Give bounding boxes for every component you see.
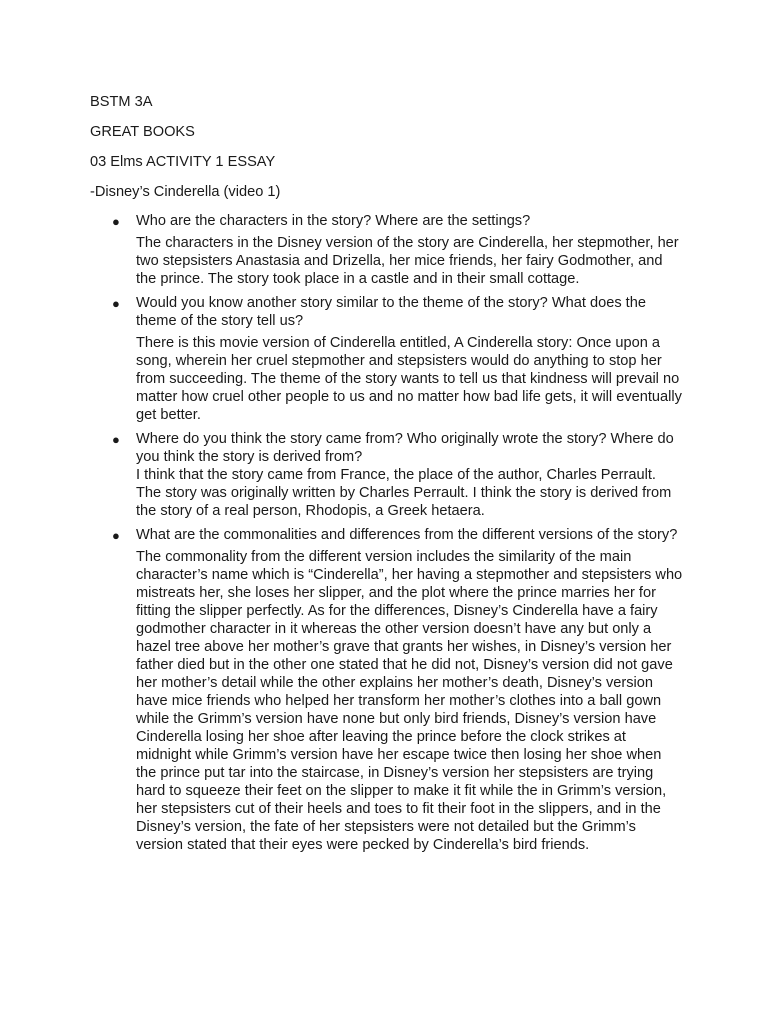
bullet-icon: ● bbox=[112, 432, 120, 447]
question-text: Where do you think the story came from? Who originally wrote the story? Where do you think the story is derived from? bbox=[136, 431, 674, 465]
answer-text: The characters in the Disney version of the story are Cinderella, her stepmother, her two stepsisters Anastasia and Drizella, her mice friends, her fairy Godmother, and the prince. The story took place in a castle and in their small cottage. bbox=[136, 235, 679, 287]
answer-text: There is this movie version of Cinderella entitled, A Cinderella story: Once upon a song, wherein her cruel stepmother and stepsisters would do anything to stop her from succeeding. The theme of the story wants to tell us that kindness will prevail no matter how cruel other people to us and no matter how bad life gets, it will eventually get better. bbox=[136, 335, 682, 423]
list-item bbox=[90, 212, 690, 288]
question-text: Would you know another story similar to the theme of the story? What does the theme of the story tell us? bbox=[136, 295, 646, 329]
answer-text: The commonality from the different version includes the similarity of the main character’s name which is “Cinderella”, her having a stepmother and stepsisters who mistreats her, she loses her slipper, and the plot where the prince marries her for fitting the slipper perfectly. As for the differences, Disney’s Cinderella have a fairy godmother character in it whereas the other version doesn’t have any but only a hazel tree above her mother’s grave that grants her wishes, in Disney’s version her father died but in the other one stated that he did not, Disney’s version did not gave her mother’s detail while the other explains her mother’s death, Disney’s version have mice friends who helped her transform her mother’s clothes into a ball gown while the Grimm’s version have none but only bird friends, Disney’s version have Cinderella losing her shoe after leaving the prince before the clock strikes at midnight while Grimm’s version have her escape twice then losing her shoe when the prince put tar into the staircase, in Disney’s version her stepsisters are trying hard to squeeze their feet on the slipper to make it fit while the in Grimm’s version, her stepsisters cut of their heels and toes to fit their foot in the slippers, and in the Disney’s version, the fate of her stepsisters were not detailed but the Grimm’s version stated that their eyes were pecked by Cinderella’s bird friends. bbox=[136, 549, 683, 853]
list-item bbox=[90, 294, 690, 424]
question-list bbox=[90, 212, 690, 860]
list-item bbox=[90, 526, 690, 854]
list-item bbox=[90, 430, 690, 520]
question-text: Who are the characters in the story? Where are the settings? bbox=[136, 213, 531, 229]
course-title: GREAT BOOKS bbox=[90, 124, 195, 140]
bullet-icon: ● bbox=[112, 528, 120, 543]
class-section: BSTM 3A bbox=[90, 94, 153, 110]
bullet-icon: ● bbox=[112, 214, 120, 229]
answer-text: I think that the story came from France, the place of the author, Charles Perrault. The story was originally written by Charles Perrault. I think the story is derived from the story of a real person, Rhodopis, a Greek hetaera. bbox=[136, 467, 672, 519]
essay-subject: -Disney’s Cinderella (video 1) bbox=[90, 184, 281, 200]
question-text: What are the commonalities and differences from the different versions of the story? bbox=[136, 527, 678, 543]
activity-title: 03 Elms ACTIVITY 1 ESSAY bbox=[90, 154, 276, 170]
bullet-icon: ● bbox=[112, 296, 120, 311]
